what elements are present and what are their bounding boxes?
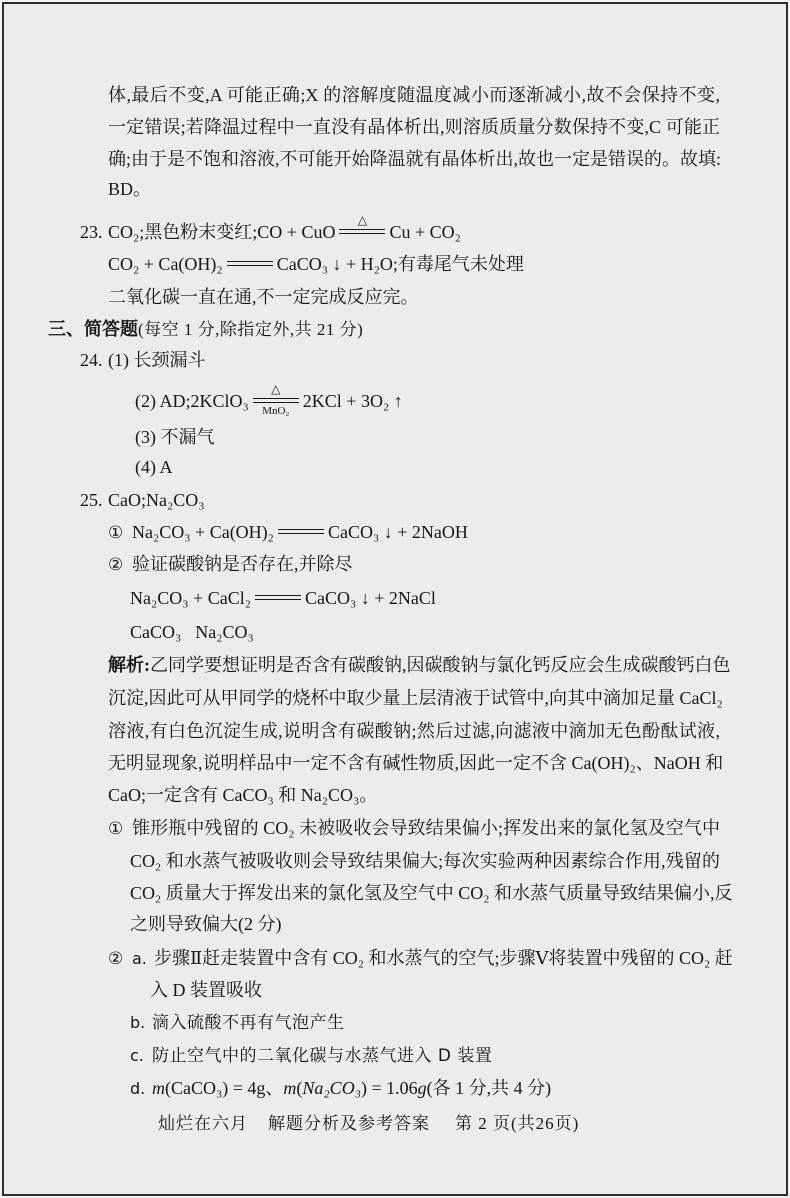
part-2-d bbox=[130, 1076, 551, 1101]
heating-triangle-icon: △ bbox=[357, 213, 368, 227]
double-line bbox=[278, 529, 324, 534]
reaction-equals-sign bbox=[278, 523, 324, 541]
question-23-line-1 bbox=[80, 213, 461, 244]
part-1-line-1 bbox=[108, 816, 720, 841]
mass-value-text: ) = 1.06 bbox=[360, 1078, 418, 1098]
formula-italic: Na₂CO₃ bbox=[302, 1078, 361, 1098]
circled-number-1: ① bbox=[108, 819, 124, 839]
answer-text: 2KCl + 3O₂ ↑ bbox=[302, 391, 403, 411]
analysis-line-5: CaO;一定含有 CaCO₃ 和 Na₂CO₃。 bbox=[108, 785, 378, 805]
part-2-c-text: 防止空气中的二氧化碳与水蒸气进入 D 装置 bbox=[152, 1046, 493, 1066]
answer-text: CaCO₃ ↓ + 2NaCl bbox=[304, 588, 436, 608]
answer-text: Cu + CO₂ bbox=[389, 222, 461, 242]
answer-text: (2) AD;2KClO₃ bbox=[135, 391, 249, 411]
mass-symbol: m bbox=[152, 1078, 165, 1098]
question-24-item-1 bbox=[80, 348, 206, 372]
double-line bbox=[255, 595, 301, 600]
question-25-answer bbox=[80, 488, 205, 512]
analysis-text: 乙同学要想证明是否含有碳酸钠,因碳酸钠与氯化钙反应会生成碳酸钙白色 bbox=[150, 655, 731, 675]
section-3-header bbox=[48, 317, 363, 342]
footer-page-number: 第 2 页(共26页) bbox=[455, 1114, 580, 1133]
question-25-step-2 bbox=[108, 552, 353, 577]
answer-text: CaO;Na₂CO₃ bbox=[108, 490, 205, 510]
part-2-a-line-1 bbox=[108, 946, 733, 971]
part-2-b bbox=[130, 1010, 345, 1035]
part-2-c bbox=[130, 1043, 492, 1068]
question-25-products bbox=[130, 620, 254, 644]
sub-item-label-c: c. bbox=[130, 1046, 144, 1065]
product-1: CaCO₃ bbox=[130, 622, 182, 642]
circled-number-2: ② bbox=[108, 949, 124, 969]
section-3-title: 三、简答题 bbox=[48, 319, 138, 340]
question-24-item-4: (4) A bbox=[135, 457, 173, 477]
answer-text: Na₂CO₃ + Ca(OH)₂ bbox=[132, 522, 274, 542]
answer-text: CO₂ + Ca(OH)₂ bbox=[108, 254, 223, 274]
prev-answer-line-3: 确;由于是不饱和溶液,不可能开始降温就有晶体析出,故也一定是错误的。故填: bbox=[108, 149, 721, 169]
part-2-a-line-2: 入 D 装置吸收 bbox=[150, 980, 262, 1000]
sub-item-label-d: d. bbox=[130, 1079, 146, 1098]
question-25-number: 25. bbox=[80, 490, 103, 510]
question-23-line-2 bbox=[108, 252, 524, 276]
product-2: Na₂CO₃ bbox=[195, 622, 254, 642]
question-25-step-2-equation bbox=[130, 586, 436, 610]
question-25-step-1 bbox=[108, 520, 468, 545]
heating-triangle-icon: △ bbox=[271, 382, 281, 396]
circled-number-1: ① bbox=[108, 523, 124, 543]
mass-value-text: (CaCO₃) = 4g、 bbox=[165, 1078, 284, 1098]
unit-italic: g bbox=[417, 1078, 427, 1098]
reaction-equals-sign bbox=[253, 382, 299, 417]
question-23-line-3: 二氧化碳一直在通,不一定完成反应完。 bbox=[108, 287, 419, 307]
score-note: (各 1 分,共 4 分) bbox=[426, 1078, 552, 1098]
answer-text: CaCO₃ ↓ + H₂O;有毒尾气未处理 bbox=[276, 254, 524, 274]
reaction-equals-sign bbox=[339, 213, 385, 241]
footer-book-title: 灿烂在六月 bbox=[158, 1114, 248, 1133]
section-3-note: (每空 1 分,除指定外,共 21 分) bbox=[138, 320, 364, 339]
answer-text: (1) 长颈漏斗 bbox=[108, 350, 206, 370]
question-24-item-3: (3) 不漏气 bbox=[135, 427, 215, 447]
analysis-line-1 bbox=[108, 653, 731, 677]
double-line bbox=[227, 261, 273, 266]
catalyst-label: MnO₂ bbox=[262, 405, 290, 417]
question-24-item-2 bbox=[135, 382, 403, 417]
double-line bbox=[339, 229, 385, 234]
answer-text: CaCO₃ ↓ + 2NaOH bbox=[327, 522, 468, 542]
sub-item-label-a: a. bbox=[132, 949, 147, 968]
double-line bbox=[253, 398, 299, 403]
answer-text: 验证碳酸钠是否存在,并除尽 bbox=[132, 554, 353, 574]
analysis-line-2: 沉淀,因此可从甲同学的烧杯中取少量上层清液于试管中,向其中滴加足量 CaCl₂ bbox=[108, 688, 723, 708]
prev-answer-line-1: 体,最后不变,A 可能正确;X 的溶解度随温度减小而逐渐减小,故不会保持不变, bbox=[108, 85, 720, 105]
sub-item-label-b: b. bbox=[130, 1013, 146, 1032]
part-1-line-3: CO₂ 质量大于挥发出来的氯化氢及空气中 CO₂ 和水蒸气质量导致结果偏小,反 bbox=[130, 883, 733, 903]
analysis-line-4: 无明显现象,说明样品中一定不含有碱性物质,因此一定不含 Ca(OH)₂、NaOH 和 bbox=[108, 753, 724, 773]
part-2-b-text: 滴入硫酸不再有气泡产生 bbox=[152, 1013, 345, 1033]
part-2-a-text: 步骤Ⅱ赶走装置中含有 CO₂ 和水蒸气的空气;步骤Ⅴ将装置中残留的 CO₂ 赶 bbox=[154, 948, 733, 968]
analysis-line-3: 溶液,有白色沉淀生成,说明含有碳酸钠;然后过滤,向滤液中滴加无色酚酞试液, bbox=[108, 721, 720, 741]
answer-text: Na₂CO₃ + CaCl₂ bbox=[130, 588, 251, 608]
prev-answer-line-2: 一定错误;若降温过程中一直没有晶体析出,则溶质质量分数保持不变,C 可能正 bbox=[108, 117, 720, 137]
prev-answer-line-4: BD。 bbox=[108, 179, 152, 199]
question-23-number: 23. bbox=[80, 222, 103, 242]
question-24-number: 24. bbox=[80, 350, 103, 370]
part-1-line-2: CO₂ 和水蒸气被吸收则会导致结果偏大;每次实验两种因素综合作用,残留的 bbox=[130, 851, 720, 871]
mass-symbol: m bbox=[283, 1078, 297, 1098]
part-1-text: 锥形瓶中残留的 CO₂ 未被吸收会导致结果偏小;挥发出来的氯化氢及空气中 bbox=[132, 818, 720, 838]
part-1-line-4: 之则导致偏大(2 分) bbox=[130, 914, 282, 934]
circled-number-2: ② bbox=[108, 555, 124, 575]
analysis-label: 解析: bbox=[108, 655, 150, 675]
reaction-equals-sign bbox=[227, 255, 273, 273]
answer-text: CO₂;黑色粉末变红;CO + CuO bbox=[108, 222, 336, 242]
mass-value-text: ( bbox=[296, 1078, 303, 1098]
reaction-equals-sign bbox=[255, 589, 301, 607]
footer-section: 解题分析及参考答案 bbox=[268, 1114, 430, 1133]
